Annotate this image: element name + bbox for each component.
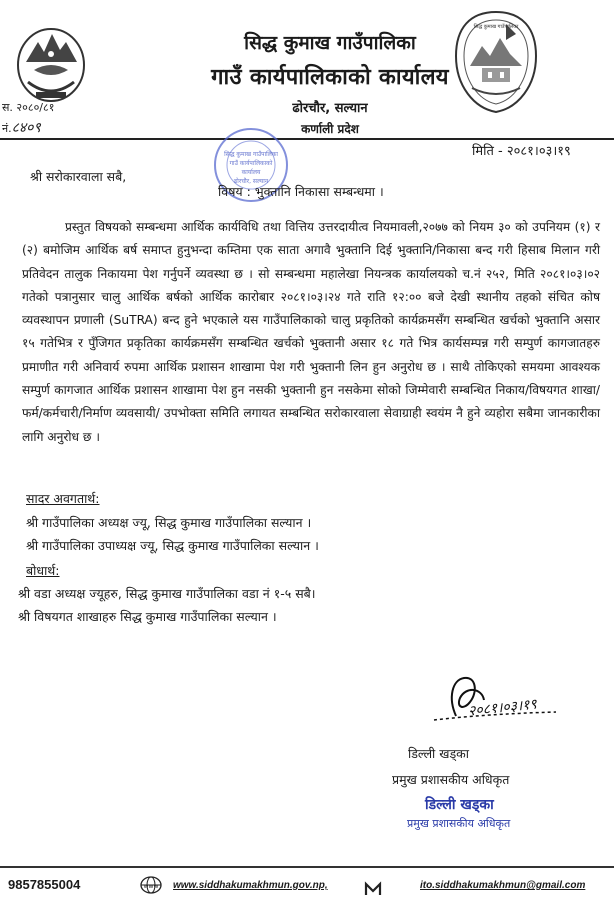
addressee: श्री सरोकारवाला सबै, [30, 169, 127, 184]
office-name: गाउँ कार्यपालिकाको कार्यालय [211, 65, 449, 90]
footer-phone: 9857855004 [8, 877, 81, 892]
municipality-name: सिद्ध कुमाख गाउँपालिका [244, 32, 416, 54]
stamp-text-3: ढोरचौर, सल्यान [233, 178, 269, 185]
cc-info-item: श्री गाउँपालिका उपाध्यक्ष ज्यू, सिद्ध कुमाख गाउँपालिका सल्यान । [26, 538, 319, 553]
body-paragraph: प्रस्तुत विषयको सम्बन्धमा आर्थिक कार्यविधि तथा वित्तिय उत्तरदायीत्व नियमावली,२०७७ को नियम ३० को उपनियम (१) र (२) बमोजिम आर्थिक बर्ष समाप्त हुनुभन्दा कम्तिमा एक साता अगावै भुक्तानि दिई भुक्तानि/निकासा बन्द गरी हिसाब मिलान गरी प्रतिवेदन तालुक निकायमा पेश गर्नुपर्ने व्यवस्था छ । सो सम्बन्धमा महालेखा नियन्त्रक कार्यालयको च.नं २५२, मिति २०८१।०३।०२ गतेको पत्रानुसार चालु आर्थिक बर्षको आर्थिक कारोबार २०८१।०३।२४ गते राति १२:०० बजे देखी स्थानीय तहको संचित कोष व्यवस्थापन प्रणाली (SuTRA) बन्द हुने भएकाले यस गाउँपालिकाको चालु प्रकृतिको कार्यक्रमसँग सम्बन्धित खर्चको भुक्तानि असार १५ गतेभित्र र पुँजिगत प्रकृतिका कार्यक्रमसँग सम्बन्धित खर्चको भुक्तानी असार १८ गते भित्र कार्यसम्पन्न गरी सम्पुर्ण कागजातहरु प्रमाणीत गरी अनिवार्य रुपमा आर्थिक प्रशासन शाखामा पेश गरी भुक्तानी लिन हुन अनुरोध छ । साथै तोकिएको समयमा आवश्यक सम्पुर्ण कागजात आर्थिक प्रशासन शाखामा पेश हुन नसकी भुक्तानी हुन नसकेमा सोको जिम्मेवारी सम्बन्धित निकाय/विषयगत शाखा/ फर्म/कर्मचारी/निर्माण व्यवसायी/ उपभोक्ता समिति लगायत सम्बन्धित सरोकारवाला सेवाग्राही स्वयंम नै हुने व्यहोरा सबैमा जानकारीका लागि अनुरोध छ । [22, 220, 600, 444]
signature-date: २०८१।०३।१९ [467, 696, 538, 720]
cc-notice-item: श्री विषयगत शाखाहरु सिद्ध कुमाख गाउँपालिका सल्यान । [18, 609, 277, 624]
letter-number-prefix: नं. [2, 122, 12, 135]
subject-line: विषय : भुक्तानि निकासा सम्बन्धमा । [218, 184, 384, 199]
nepal-emblem-icon [14, 20, 88, 110]
stamp-signatory-title: प्रमुख प्रशासकीय अधिकृत [407, 817, 511, 830]
footer-email: ito.siddhakumakhmun@gmail.com [420, 880, 586, 891]
cc-info-item: श्री गाउँपालिका अध्यक्ष ज्यू, सिद्ध कुमाख गाउँपालिका सल्यान । [26, 515, 312, 530]
cc-notice-item: श्री वडा अध्यक्ष ज्यूहरु, सिद्ध कुमाख गाउँपालिका वडा नं १-५ सबै। [18, 586, 316, 601]
mail-icon [364, 881, 382, 901]
cc-notice-heading: बोधार्थ: [26, 563, 60, 578]
svg-text:www: www [143, 883, 159, 890]
fiscal-year: स. २०८०/८१ [2, 101, 55, 114]
province-name: कर्णाली प्रदेश [301, 122, 359, 136]
signature-image [426, 668, 566, 738]
footer-website: www.siddhakumakhmun.gov.np, [173, 880, 328, 891]
signatory-title: प्रमुख प्रशासकीय अधिकृत [392, 772, 510, 787]
cc-info-heading: सादर अवगतार्थ: [26, 491, 100, 506]
header-divider [0, 138, 614, 140]
letter-number [2, 118, 41, 137]
globe-icon [140, 876, 162, 898]
letter-body [22, 216, 600, 449]
stamp-text-1: सिद्ध कुमाख गाउँपालिका [224, 151, 278, 158]
logo-text: सिद्ध कुमाख गाउँपालिका [473, 24, 519, 30]
letter-number-value: ८४०९ [11, 120, 41, 136]
letter-date: मिति - २०८१।०३।१९ [472, 144, 571, 159]
stamp-text-2: गाउँ कार्यपालिकाको कार्यालय [229, 160, 273, 176]
office-location: ढोरचौर, सल्यान [292, 101, 368, 116]
footer-divider [0, 866, 614, 868]
stamp-signatory-name: डिल्ली खड्का [425, 797, 494, 813]
signatory-name: डिल्ली खड्का [408, 746, 469, 761]
